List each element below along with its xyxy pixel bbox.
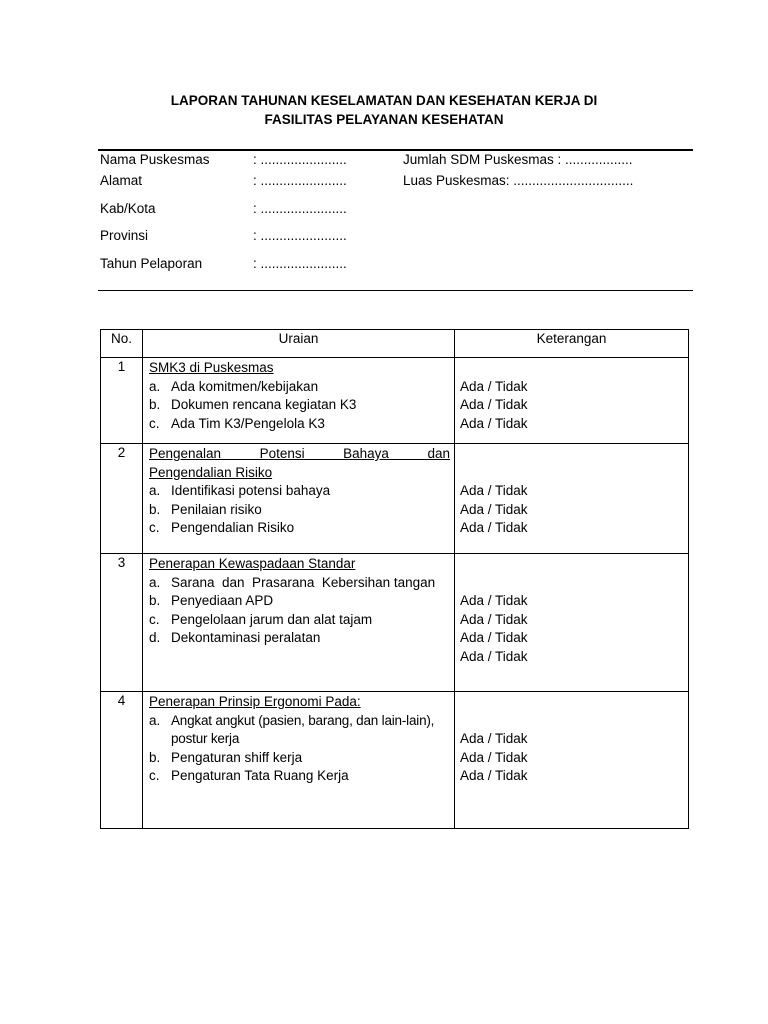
report-title-line2: FASILITAS PELAYANAN KESEHATAN xyxy=(264,112,504,127)
section-title: Penerapan Kewaspadaan Standar xyxy=(149,556,356,571)
list-item: c. Pengendalian Risiko xyxy=(149,520,295,536)
row-keterangan xyxy=(455,358,689,444)
bottom-divider xyxy=(98,290,693,291)
tahun-pelaporan-label: Tahun Pelaporan xyxy=(100,256,203,271)
ada-tidak-value: Ada / Tidak xyxy=(460,611,528,627)
list-item: a. Ada komitmen/kebijakan xyxy=(149,378,319,394)
section-title-cont: Pengendalian Risiko xyxy=(149,464,273,480)
top-divider xyxy=(98,149,693,151)
ada-tidak-value: Ada / Tidak xyxy=(460,378,528,394)
row-keterangan xyxy=(455,444,689,554)
row-keterangan xyxy=(455,554,689,692)
section-title: Penerapan Prinsip Ergonomi Pada: xyxy=(149,694,361,709)
kab-kota-value: : ....................... xyxy=(253,201,347,216)
section-title: SMK3 di Puskesmas xyxy=(149,360,274,375)
luas-puskesmas-field: Luas Puskesmas: ................................ xyxy=(403,173,634,188)
ada-tidak-value: Ada / Tidak xyxy=(460,415,528,431)
row-number: 3 xyxy=(101,554,143,692)
col-header-no: No. xyxy=(101,330,143,358)
ada-tidak-value: Ada / Tidak xyxy=(460,749,528,765)
section-title: Pengenalan Potensi Bahaya dan xyxy=(149,446,450,461)
row-number: 2 xyxy=(101,444,143,554)
list-item: d. Dekontaminasi peralatan xyxy=(149,630,321,646)
ada-tidak-value: Ada / Tidak xyxy=(460,397,528,413)
row-uraian xyxy=(143,444,455,554)
ada-tidak-value: Ada / Tidak xyxy=(460,593,528,609)
alamat-label: Alamat xyxy=(100,173,143,188)
report-title-line1: LAPORAN TAHUNAN KESELAMATAN DAN KESEHATAN KERJA DI xyxy=(170,93,598,108)
tahun-pelaporan-value: : ....................... xyxy=(253,256,347,271)
list-item: c. Pengaturan Tata Ruang Kerja xyxy=(149,768,349,784)
ada-tidak-value: Ada / Tidak xyxy=(460,768,528,784)
ada-tidak-value: Ada / Tidak xyxy=(460,731,528,747)
table-row xyxy=(101,692,689,829)
ada-tidak-value: Ada / Tidak xyxy=(460,483,528,499)
ada-tidak-value: Ada / Tidak xyxy=(460,520,528,536)
list-item: b. Dokumen rencana kegiatan K3 xyxy=(149,397,357,413)
ada-tidak-value: Ada / Tidak xyxy=(460,648,528,664)
list-item: c. Ada Tim K3/Pengelola K3 xyxy=(149,415,325,431)
list-item: a. Identifikasi potensi bahaya xyxy=(149,483,331,499)
table-row xyxy=(101,444,689,554)
row-number: 1 xyxy=(101,358,143,444)
jumlah-sdm-field: Jumlah SDM Puskesmas : .................. xyxy=(403,152,633,167)
alamat-value: : ....................... xyxy=(253,173,347,188)
row-number: 4 xyxy=(101,692,143,829)
provinsi-label: Provinsi xyxy=(100,228,149,243)
row-keterangan xyxy=(455,692,689,829)
list-item: b. Penilaian risiko xyxy=(149,501,262,517)
list-item: a. Angkat angkut (pasien, barang, dan lain-lain), postur kerja xyxy=(149,712,435,747)
col-header-uraian: Uraian xyxy=(143,330,455,358)
table-row xyxy=(101,554,689,692)
row-uraian xyxy=(143,358,455,444)
table-row xyxy=(101,358,689,444)
list-item: b. Penyediaan APD xyxy=(149,593,274,609)
ada-tidak-value: Ada / Tidak xyxy=(460,630,528,646)
kab-kota-label: Kab/Kota xyxy=(100,201,156,216)
nama-puskesmas-label: Nama Puskesmas xyxy=(100,152,210,167)
row-uraian xyxy=(143,554,455,692)
k3-checklist-table xyxy=(100,329,689,829)
list-item: c. Pengelolaan jarum dan alat tajam xyxy=(149,611,373,627)
list-item: a. Sarana dan Prasarana Kebersihan tangan xyxy=(149,574,436,590)
nama-puskesmas-value: : ....................... xyxy=(253,152,347,167)
provinsi-value: : ....................... xyxy=(253,228,347,243)
col-header-keterangan: Keterangan xyxy=(455,330,689,358)
ada-tidak-value: Ada / Tidak xyxy=(460,501,528,517)
row-uraian xyxy=(143,692,455,829)
list-item: b. Pengaturan shiff kerja xyxy=(149,749,303,765)
table-header-row xyxy=(101,330,689,358)
